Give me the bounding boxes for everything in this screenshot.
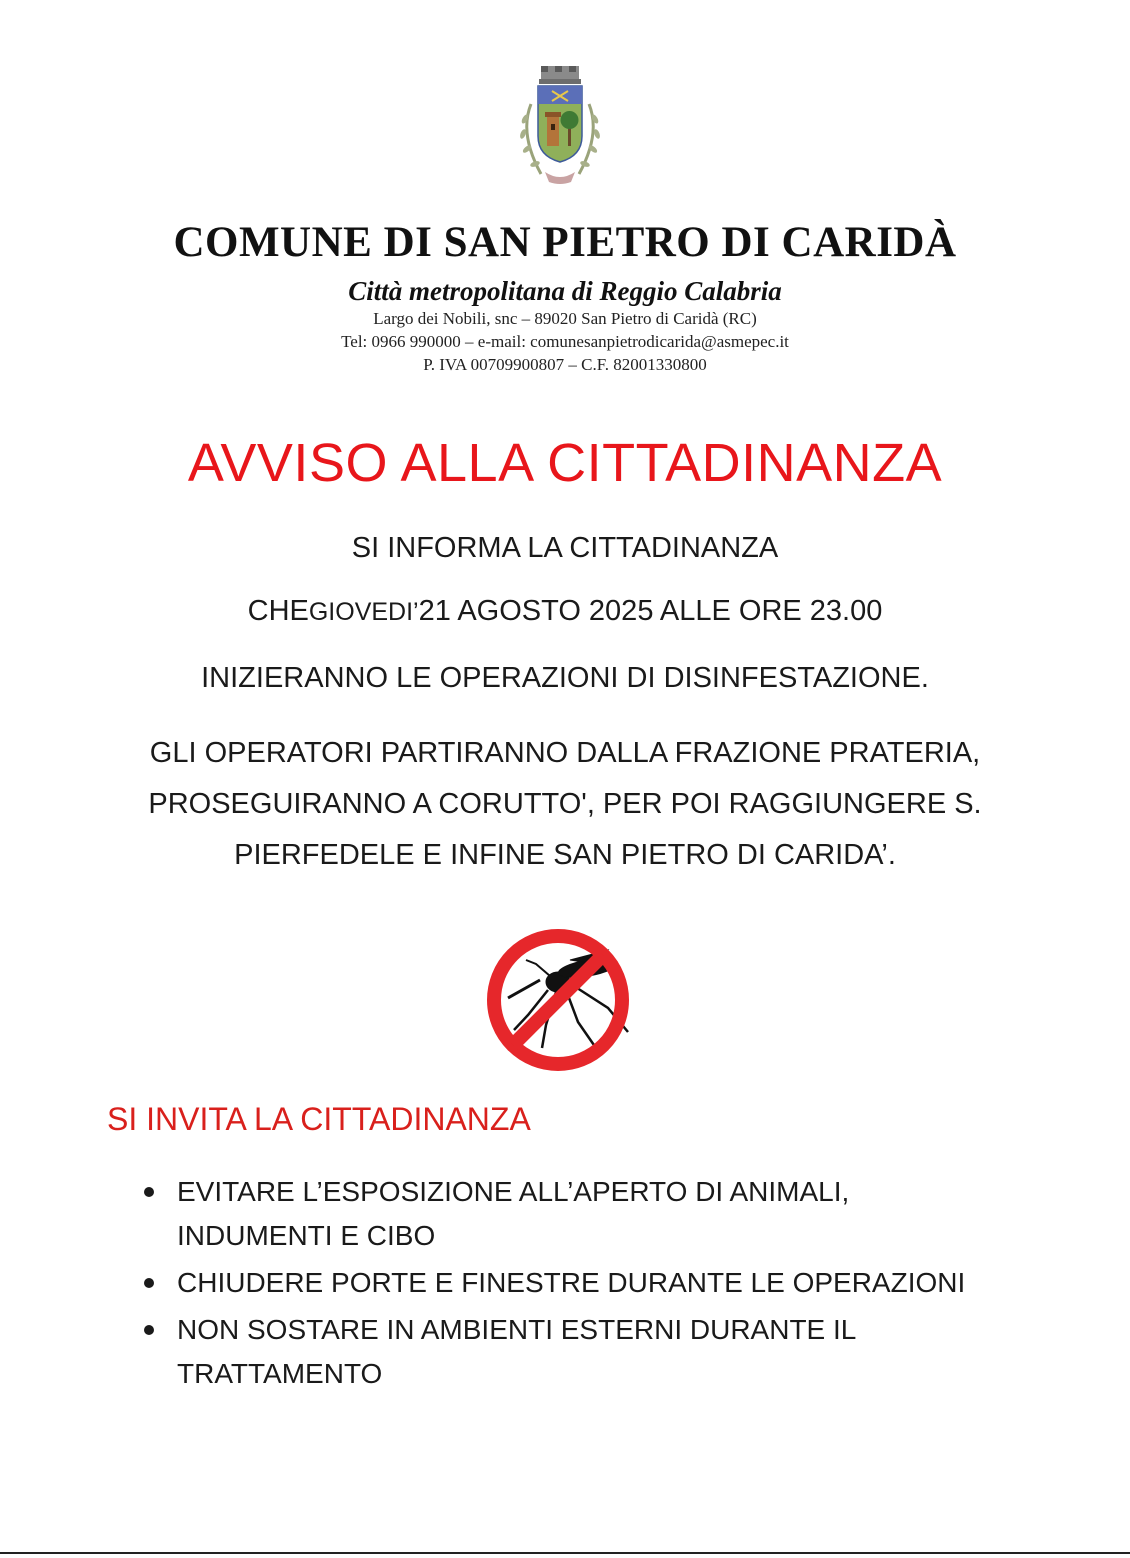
contacts-line: Tel: 0966 990000 – e-mail: comunesanpietrodicarida@asmepec.it (341, 332, 789, 351)
route-line: GLI OPERATORI PARTIRANNO DALLA FRAZIONE PRATERIA, (149, 737, 981, 769)
notice-route-paragraph (0, 728, 1130, 881)
instructions-list (140, 1170, 1020, 1399)
metro-subtitle: Città metropolitana di Reggio Calabria (348, 276, 782, 306)
notice-line-inform: SI INFORMA LA CITTADINANZA (351, 532, 779, 564)
route-line: PIERFEDELE E INFINE SAN PIETRO DI CARIDA’. (234, 839, 896, 871)
date-che: CHE (247, 595, 309, 627)
coat-of-arms-icon (505, 64, 615, 190)
list-item: CHIUDERE PORTE E FINESTRE DURANTE LE OPERAZIONI (140, 1261, 1020, 1305)
fiscal-line: P. IVA 00709900807 – C.F. 82001330800 (423, 355, 707, 374)
list-item: NON SOSTARE IN AMBIENTI ESTERNI DURANTE IL TRATTAMENTO (140, 1308, 1020, 1396)
comune-title: COMUNE DI SAN PIETRO DI CARIDÀ (173, 219, 957, 266)
list-item: EVITARE L’ESPOSIZIONE ALL’APERTO DI ANIMALI, INDUMENTI E CIBO (140, 1170, 1020, 1258)
route-line: PROSEGUIRANNO A CORUTTO', PER POI RAGGIUNGERE S. (148, 788, 982, 820)
date-rest: 21 AGOSTO 2025 ALLE ORE 23.00 (418, 595, 883, 627)
notice-title: AVVISO ALLA CITTADINANZA (187, 433, 943, 493)
no-mosquito-icon (478, 920, 638, 1080)
invite-heading: SI INVITA LA CITTADINANZA (107, 1101, 531, 1137)
address-line: Largo dei Nobili, snc – 89020 San Pietro di Caridà (RC) (373, 309, 757, 328)
date-day: GIOVEDI’ (308, 598, 419, 626)
notice-line-operations: INIZIERANNO LE OPERAZIONI DI DISINFESTAZIONE. (201, 662, 929, 694)
bullet-icon (144, 1325, 154, 1335)
notice-line-date (0, 595, 1130, 628)
bottom-rule (0, 1552, 1130, 1554)
bullet-icon (144, 1278, 154, 1288)
bullet-icon (144, 1187, 154, 1197)
